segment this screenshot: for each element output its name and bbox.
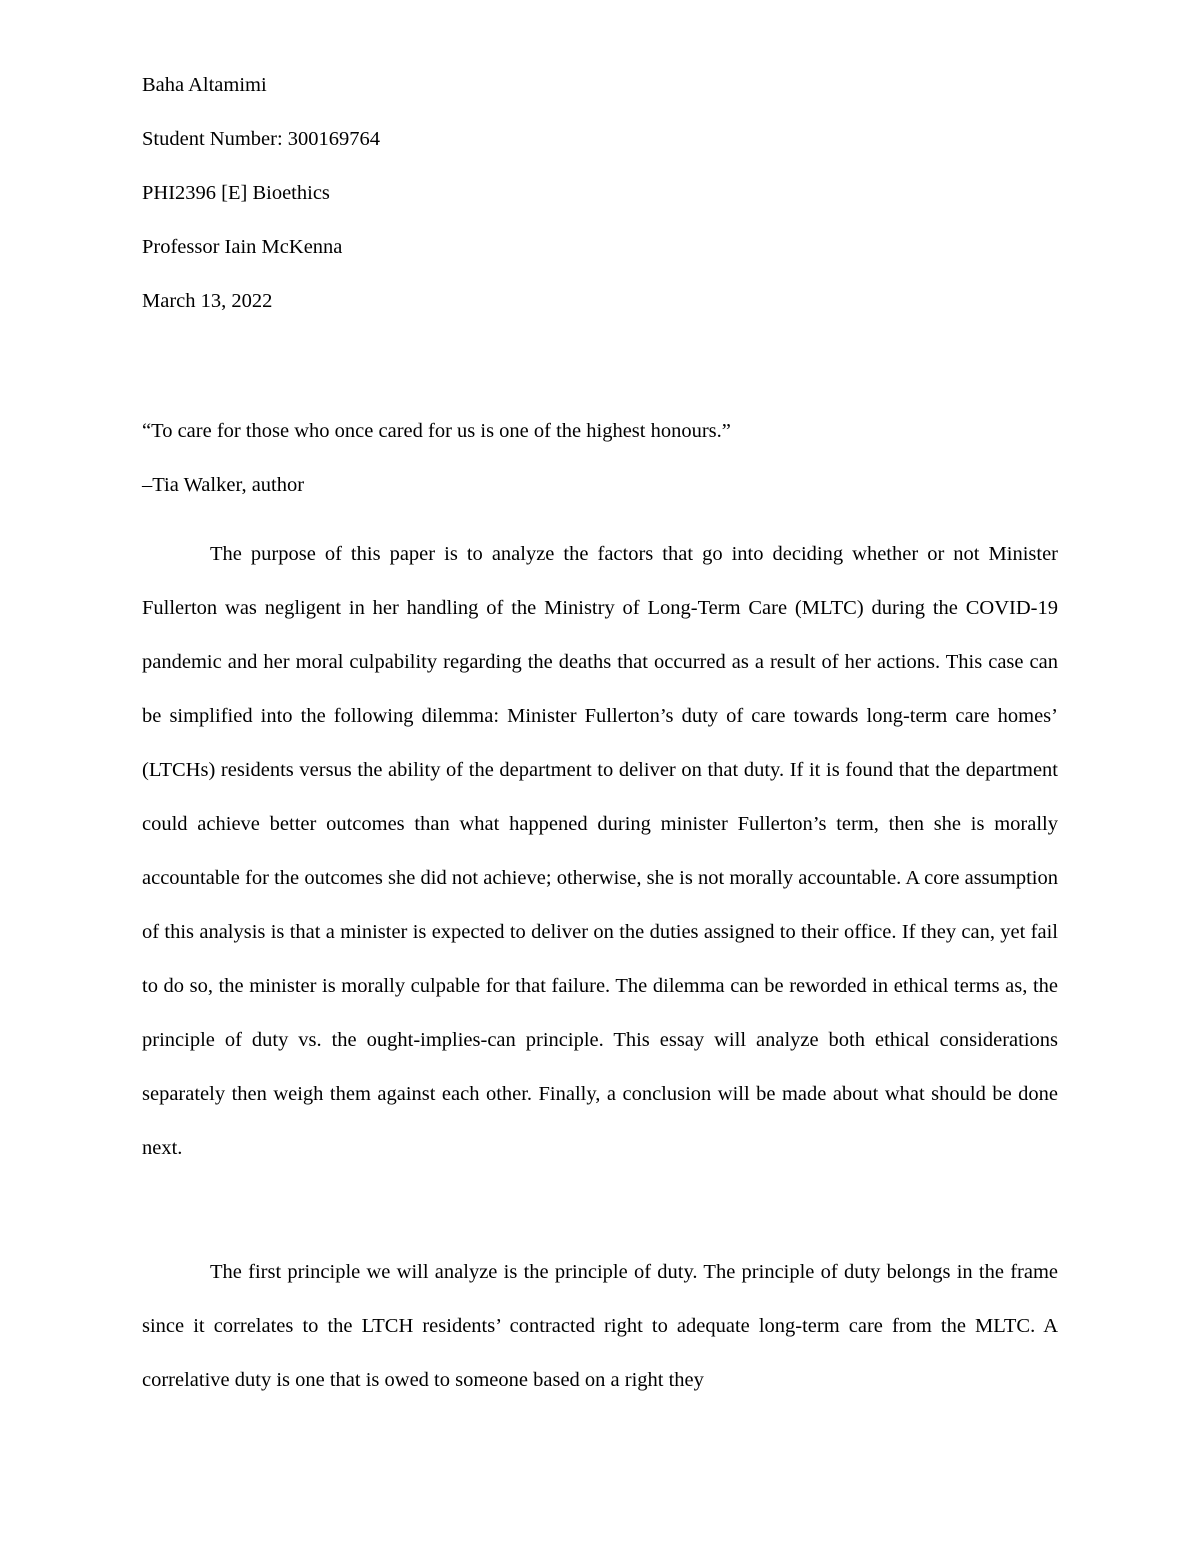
epigraph-attribution: –Tia Walker, author bbox=[142, 474, 305, 496]
submission-date: March 13, 2022 bbox=[142, 290, 273, 312]
epigraph-quote: “To care for those who once cared for us is one of the highest honours.” bbox=[142, 420, 731, 442]
body-paragraph: The first principle we will analyze is the principle of duty. The principle of duty belongs in the frame since it correlates to the LTCH residents’ contracted right to adequate long-term care from the MLTC. A correlative duty is one that is owed to someone based on a right they bbox=[142, 1261, 1058, 1391]
author-name: Baha Altamimi bbox=[142, 74, 267, 96]
professor-name: Professor Iain McKenna bbox=[142, 236, 343, 258]
course-name: PHI2396 [E] Bioethics bbox=[142, 182, 330, 204]
student-number: Student Number: 300169764 bbox=[142, 128, 381, 150]
body-paragraph: The purpose of this paper is to analyze the factors that go into deciding whether or not Minister Fullerton was negligent in her handling of the Ministry of Long-Term Care (MLTC) during the COVID-19 pandemic and her moral culpability regarding the deaths that occurred as a result of her actions. This case can be simplified into the following dilemma: Minister Fullerton’s duty of care towards long-term care homes’ (LTCHs) residents versus the ability of the department to deliver on that duty. If it is found that the department could achieve better outcomes than what happened during minister Fullerton’s term, then she is morally accountable for the outcomes she did not achieve; otherwise, she is not morally accountable. A core assumption of this analysis is that a minister is expected to deliver on the duties assigned to their office. If they can, yet fail to do so, the minister is morally culpable for that failure. The dilemma can be reworded in ethical terms as, the principle of duty vs. the ought-implies-can principle. This essay will analyze both ethical considerations separately then weigh them against each other. Finally, a conclusion will be made about what should be done next. bbox=[142, 543, 1058, 1159]
